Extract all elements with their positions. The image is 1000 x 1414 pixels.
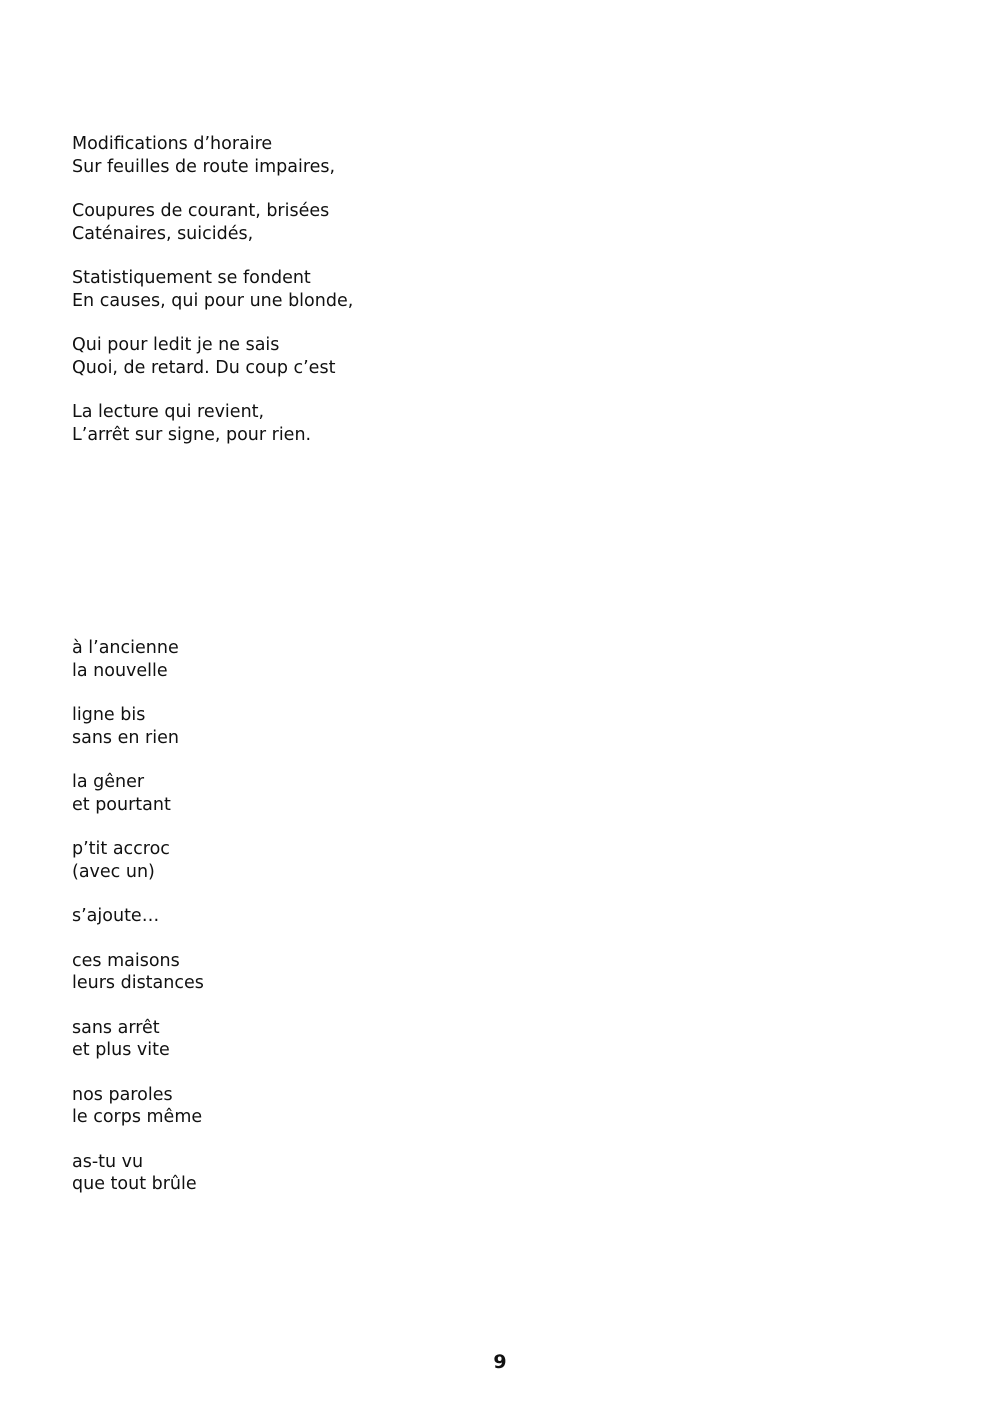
poem-line: et pourtant [72,794,171,815]
poem-line: leurs distances [72,973,204,993]
stanza [72,200,353,245]
poem-short-lines [72,637,204,1218]
poem-line: la nouvelle [72,660,168,681]
poem-line: nos paroles [72,1084,173,1105]
poem-line: que tout brûle [72,1174,197,1194]
poem-line: Coupures de courant, brisées [72,201,330,221]
poem-line: p’tit accroc [72,839,170,859]
stanza [72,905,204,928]
stanza [72,771,204,816]
poem-line: (avec un) [72,861,155,882]
stanza [72,704,204,749]
poem-line: Qui pour ledit je ne sais [72,335,280,355]
stanza [72,1084,204,1129]
poem-line: Statistiquement se fondent [72,268,311,288]
stanza [72,1151,204,1196]
poem-line: sans en rien [72,727,179,748]
poem-line: Sur feuilles de route impaires, [72,156,336,177]
poem-rimes [72,133,353,468]
stanza [72,1017,204,1062]
poem-line: Caténaires, suicidés, [72,223,254,244]
poem-line: la gêner [72,772,145,792]
poem-line: s’ajoute… [72,906,160,926]
stanza [72,267,353,312]
stanza [72,334,353,379]
stanza [72,133,353,178]
poem-line: La lecture qui revient, [72,402,265,422]
poem-line: à l’ancienne [72,638,179,658]
stanza [72,838,204,883]
poem-line: Modifications d’horaire [72,134,273,154]
poem-line: as-tu vu [72,1151,144,1172]
poem-line: ces maisons [72,950,180,971]
poem-line: le corps même [72,1107,203,1127]
stanza [72,637,204,682]
poem-line: et plus vite [72,1040,170,1060]
poem-line: L’arrêt sur signe, pour rien. [72,424,312,445]
poem-line: Quoi, de retard. Du coup c’est [72,357,336,378]
poem-line: sans arrêt [72,1017,160,1038]
stanza [72,401,353,446]
poem-line: En causes, qui pour une blonde, [72,290,354,311]
page-number: 9 [493,1351,507,1373]
poem-line: ligne bis [72,705,146,725]
stanza [72,950,204,995]
